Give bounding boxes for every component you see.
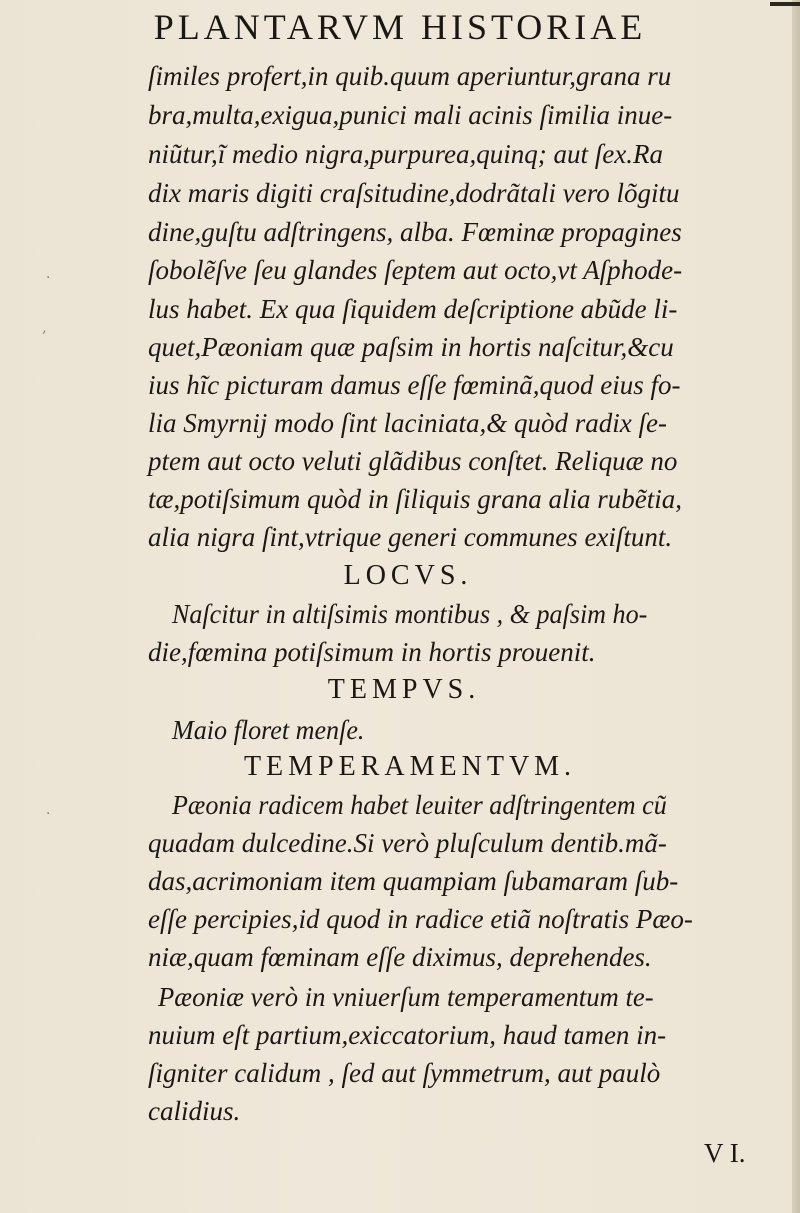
paper-speck: ‚ <box>42 320 47 336</box>
text-line: lia Smyrnij modo ſint laciniata,& quòd radix ſe- <box>148 408 667 438</box>
text-line: niæ,quam fœminam eſſe diximus, deprehendes. <box>148 942 652 972</box>
text-line: tæ,potiſsimum quòd in ſiliquis grana alia rubẽtia, <box>148 484 683 514</box>
section-heading-temperamentum: TEMPERAMENTVM. <box>243 751 577 782</box>
text-line: die,fœmina potiſsimum in hortis prouenit. <box>148 637 596 667</box>
text-line: lus habet. Ex qua ſiquidem deſcriptione abũde li- <box>148 294 678 324</box>
text-line: ius hĩc picturam damus eſſe fœminã,quod eius fo- <box>148 370 681 400</box>
section-heading-locus: LOCVS. <box>343 560 473 591</box>
text-line: calidius. <box>148 1096 241 1126</box>
text-line: Maio floret menſe. <box>172 715 365 745</box>
text-line: das,acrimoniam item quampiam ſubamaram ſub- <box>148 866 679 896</box>
text-line: bra,multa,exigua,punici mali acinis ſimilia inue- <box>148 100 673 130</box>
page-edge <box>792 0 800 1213</box>
text-line: dine,guſtu adſtringens, alba. Fœminæ propagines <box>148 217 682 247</box>
text-line: ſimiles profert,in quib.quum aperiuntur,grana ru <box>148 61 672 91</box>
text-line: dix maris digiti craſsitudine,dodrãtali vero lõgitu <box>148 178 680 208</box>
text-line: ſobolẽſve ſeu glandes ſeptem aut octo,vt Aſphode- <box>148 255 683 285</box>
text-line: ſigniter calidum , ſed aut ſymmetrum, aut paulò <box>148 1058 661 1088</box>
section-heading-tempus: TEMPVS. <box>327 674 481 705</box>
text-line: quadam dulcedine.Si verò pluſculum dentib.mã- <box>148 828 667 858</box>
catchword: V I. <box>704 1138 746 1168</box>
text-line: Pæonia radicem habet leuiter adſtringentem cũ <box>172 790 667 820</box>
paper-speck: · <box>46 270 51 286</box>
text-line: niũtur,ĩ medio nigra,purpurea,quinq; aut ſex.Ra <box>148 139 663 169</box>
text-line: quet,Pæoniam quæ paſsim in hortis naſcitur,&cu <box>148 332 674 362</box>
text-line: eſſe percipies,id quod in radice etiã noſtratis Pæo- <box>148 904 693 934</box>
text-line: ptem aut octo veluti glãdibus conſtet. Reliquæ no <box>148 446 678 476</box>
running-head: PLANTARVM HISTORIAE <box>153 7 647 47</box>
paper-speck: · <box>46 806 51 822</box>
text-line: Naſcitur in altiſsimis montibus , & paſsim ho- <box>172 599 648 629</box>
text-line: Pæoniæ verò in vniuerſum temperamentum te- <box>158 982 654 1012</box>
text-line: alia nigra ſint,vtrique generi communes exiſtunt. <box>148 522 673 552</box>
text-line: nuium eſt partium,exiccatorium, haud tamen in- <box>148 1020 667 1050</box>
